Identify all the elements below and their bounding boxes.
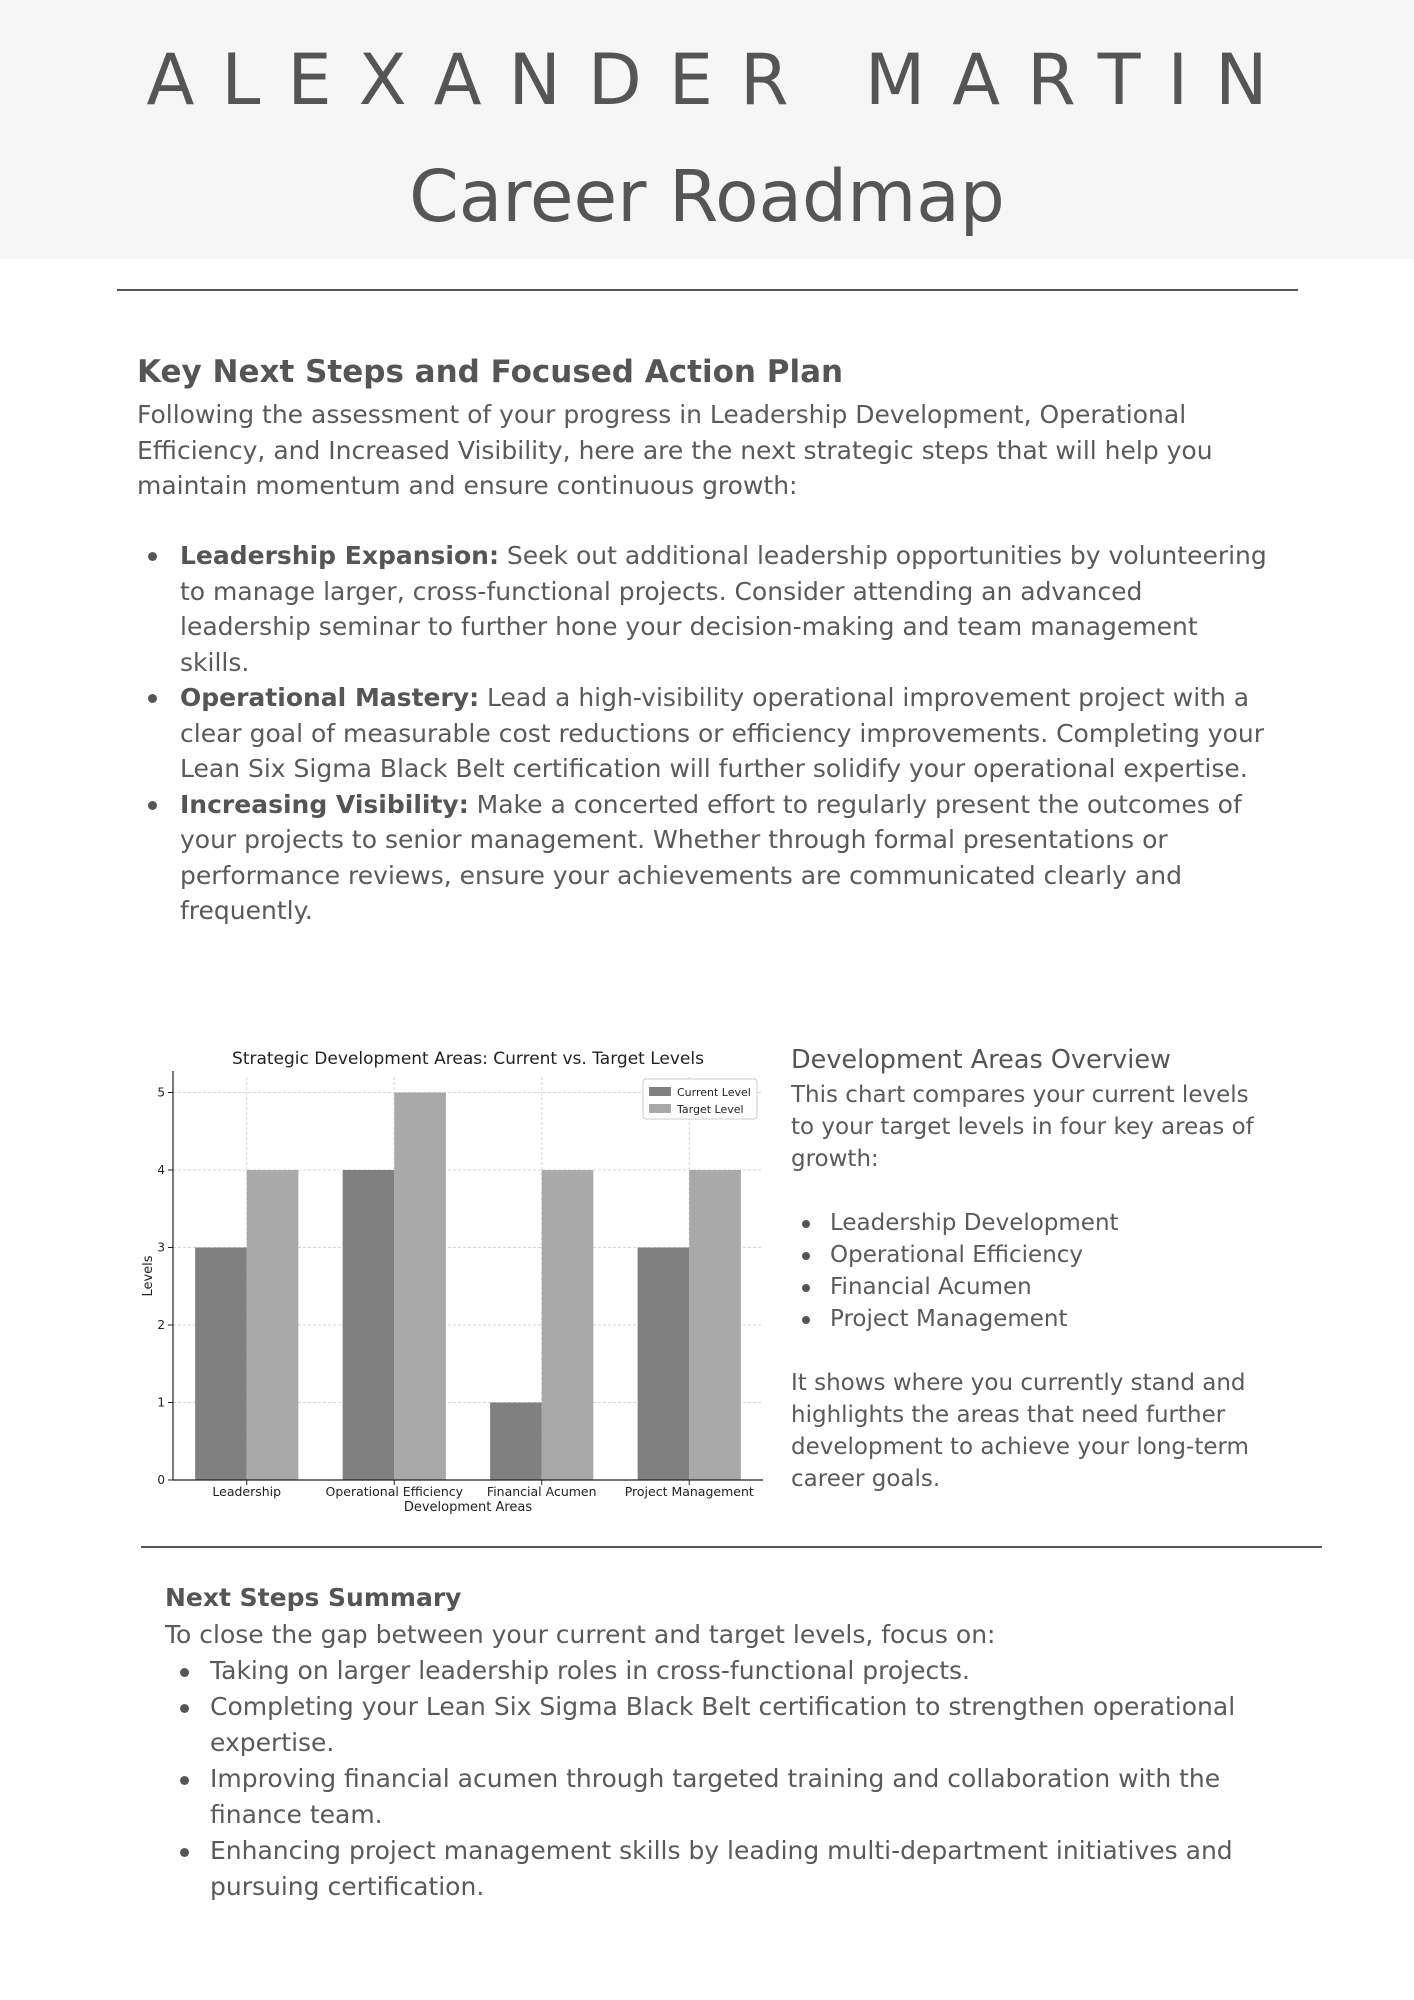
chart-y-tick-label: 5 xyxy=(157,1085,165,1100)
action-item-text: Lead a high-visibility operational improvement project with a clear goal of measurable cost reductions or efficiency improvements. Completing your Lean Six Sigma Black Belt certification will further solidify your operational expertise. xyxy=(180,683,1265,783)
chart-y-tick-label: 2 xyxy=(157,1318,165,1332)
chart-legend-swatch xyxy=(649,1087,671,1096)
chart-title: Strategic Development Areas: Current vs. Target Levels xyxy=(232,1049,704,1069)
action-item-text: Make a concerted effort to regularly present the outcomes of your projects to senior management. Whether through formal presentations or performance reviews, ensure your achievements are communicated clearly and frequently. xyxy=(180,789,1242,925)
chart-x-tick-label: Leadership xyxy=(212,1484,282,1499)
chart-legend xyxy=(643,1079,757,1119)
chart-legend-label: Current Level xyxy=(677,1086,751,1099)
chart-x-tick-label: Operational Efficiency xyxy=(325,1484,464,1499)
summary-item: Enhancing project management skills by leading multi-department initiatives and pursuing certification. xyxy=(165,1833,1285,1905)
chart-bar xyxy=(247,1170,299,1480)
chart-bar xyxy=(394,1093,446,1481)
action-item-heading: Increasing Visibility: xyxy=(180,789,469,819)
summary-item: Improving financial acumen through targeted training and collaboration with the finance team. xyxy=(165,1761,1285,1833)
document-title: Career Roadmap xyxy=(409,155,1005,238)
action-plan-title: Key Next Steps and Focused Action Plan xyxy=(137,354,844,390)
chart-x-tick-label: Project Management xyxy=(624,1484,754,1499)
chart-y-tick-label: 3 xyxy=(157,1240,165,1255)
overview-intro: This chart compares your current levels to your target levels in four key areas of growth: xyxy=(791,1082,1254,1172)
chart-x-axis-label: Development Areas xyxy=(403,1500,533,1515)
chart-bar xyxy=(490,1403,542,1481)
development-areas-chart xyxy=(138,1042,774,1522)
summary-title: Next Steps Summary xyxy=(165,1583,462,1612)
summary-item: Taking on larger leadership roles in cross-functional projects. xyxy=(165,1653,1285,1689)
overview-item: Project Management xyxy=(791,1303,1271,1335)
chart-y-tick-label: 0 xyxy=(157,1473,165,1487)
action-item-heading: Leadership Expansion: xyxy=(180,541,499,570)
chart-legend-swatch xyxy=(649,1104,671,1113)
chart-bars xyxy=(195,1093,741,1481)
overview-outro: It shows where you currently stand and highlights the areas that need further development to achieve your long-term career goals. xyxy=(791,1370,1249,1492)
chart-bar xyxy=(689,1170,741,1480)
action-plan-list xyxy=(137,538,1267,929)
chart-legend-label: Target Level xyxy=(677,1103,744,1116)
summary-item: Completing your Lean Six Sigma Black Belt certification to strengthen operational expertise. xyxy=(165,1689,1285,1761)
divider-middle xyxy=(141,1546,1322,1548)
action-item-operational xyxy=(137,680,1267,787)
action-item-leadership xyxy=(137,538,1267,680)
chart-y-axis-label: Levels xyxy=(141,1255,156,1297)
chart-bar xyxy=(638,1248,690,1481)
person-name: ALEXANDER MARTIN xyxy=(146,39,1295,121)
chart-bar xyxy=(542,1170,594,1480)
overview-title: Development Areas Overview xyxy=(791,1045,1171,1075)
action-item-text: Seek out additional leadership opportunities by volunteering to manage larger, cross-functional projects. Consider attending an advanced leadership seminar to further hone your decision-making and team management skills. xyxy=(180,541,1267,677)
overview-item: Operational Efficiency xyxy=(791,1239,1271,1271)
action-item-visibility xyxy=(137,787,1267,929)
chart-y-tick-label: 4 xyxy=(157,1163,165,1177)
overview-list xyxy=(791,1207,1271,1335)
chart-x-tick-label: Financial Acumen xyxy=(486,1484,597,1499)
divider-top xyxy=(117,289,1298,291)
action-item-heading: Operational Mastery: xyxy=(180,683,480,712)
overview-item: Leadership Development xyxy=(791,1207,1271,1239)
chart-bar xyxy=(343,1170,395,1480)
chart-bar xyxy=(195,1248,247,1481)
action-plan-intro: Following the assessment of your progress in Leadership Development, Operational Efficiency, and Increased Visibility, here are the next strategic steps that will help you maintain momentum and ensure continuous growth: xyxy=(137,400,1213,500)
chart-y-tick-label: 1 xyxy=(157,1395,165,1410)
overview-item: Financial Acumen xyxy=(791,1271,1271,1303)
header-band xyxy=(0,0,1414,259)
summary-intro: To close the gap between your current and target levels, focus on: xyxy=(165,1620,996,1649)
summary-list xyxy=(165,1653,1285,1905)
